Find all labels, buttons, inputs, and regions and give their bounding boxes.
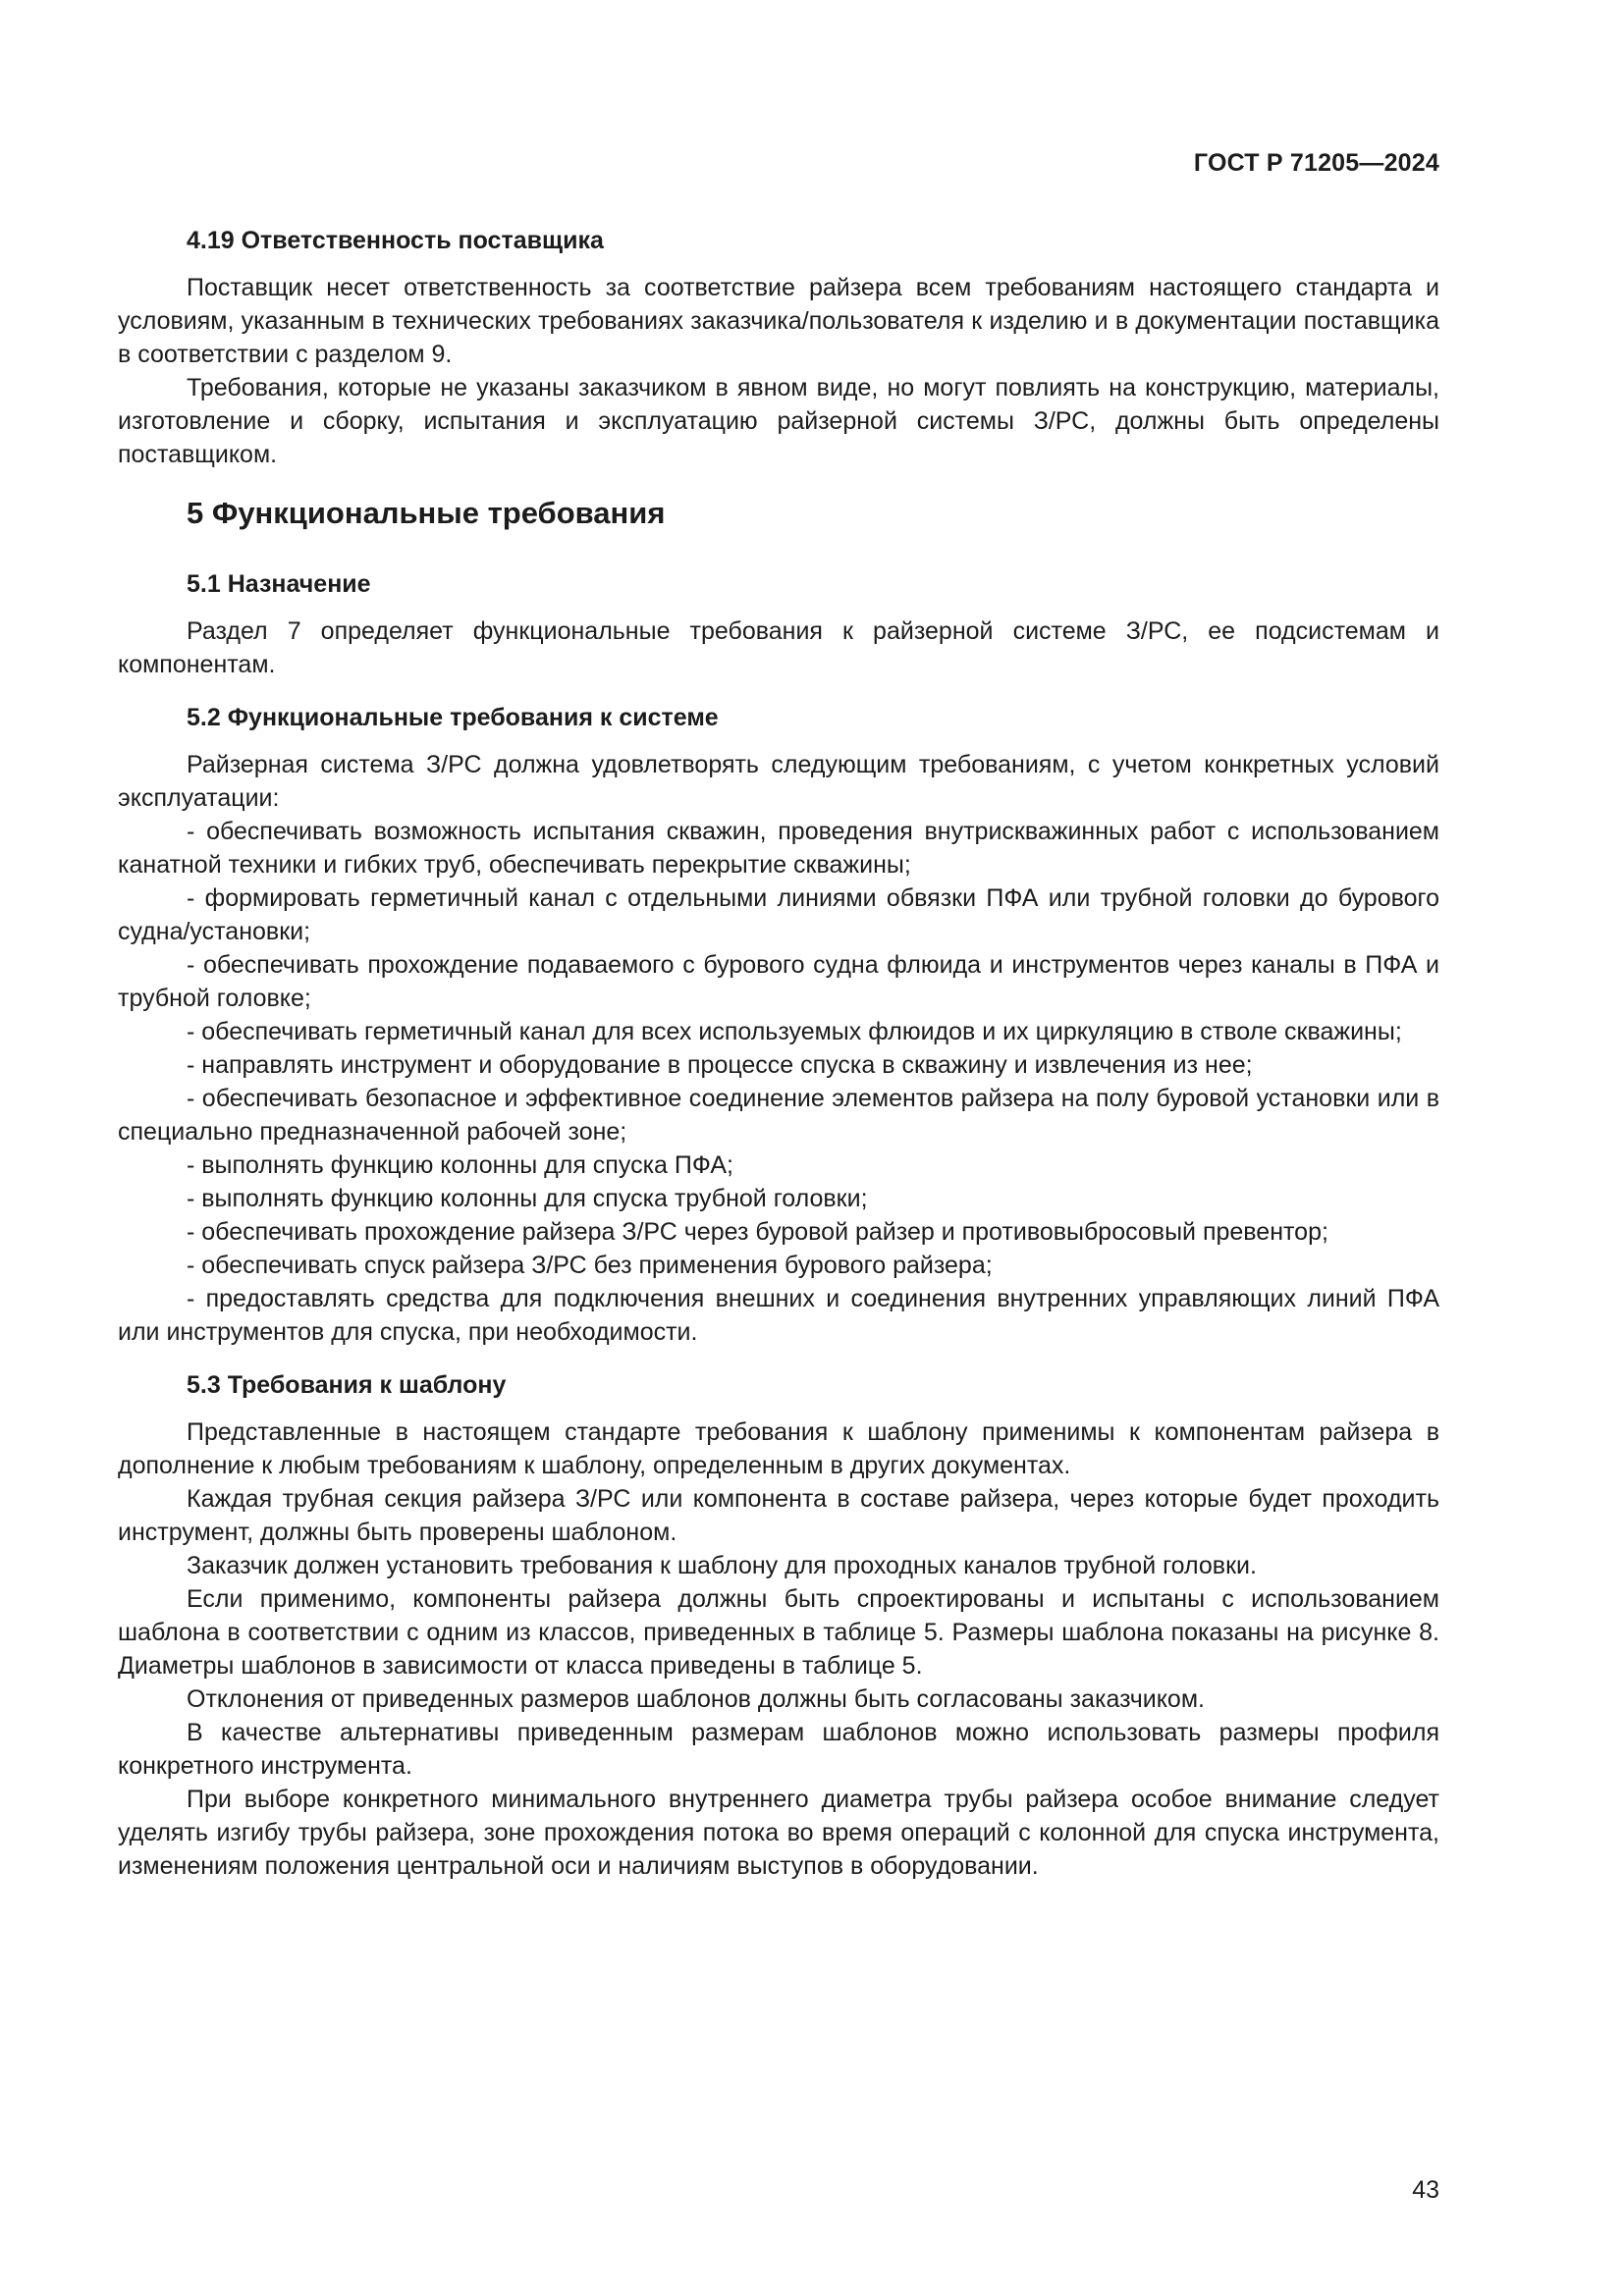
list-item: - обеспечивать безопасное и эффективное соединение элементов райзера на полу буровой установки или в специально предназначенной рабочей зоне; (118, 1085, 1439, 1146)
section-5-title: 5 Функциональные требования (187, 496, 666, 530)
list-item: - предоставлять средства для подключения внешних и соединения внутренних управляющих линий ПФА или инструментов для спуска, при необходимости. (118, 1285, 1439, 1346)
list-item: - формировать герметичный канал с отдельными линиями обвязки ПФА или трубной головки до бурового судна/установки; (118, 884, 1439, 945)
paragraph: Поставщик несет ответственность за соответствие райзера всем требованиям настоящего стандарта и условиям, указанным в технических требованиях заказчика/пользователя к изделию и в документации поставщика в соответствии с разделом 9. (118, 274, 1439, 368)
paragraph: Раздел 7 определяет функциональные требования к райзерной системе З/РС, ее подсистемам и компонентам. (118, 617, 1439, 678)
paragraph: Каждая трубная секция райзера З/РС или компонента в составе райзера, через которые будет проходить инструмент, должны быть проверены шаблоном. (118, 1485, 1439, 1546)
page-number: 43 (1412, 2176, 1439, 2204)
paragraph: Отклонения от приведенных размеров шаблонов должны быть согласованы заказчиком. (187, 1685, 1205, 1713)
paragraph: Представленные в настоящем стандарте требования к шаблону применимы к компонентам райзера в дополнение к любым требованиям к шаблону, определенным в других документах. (118, 1418, 1439, 1479)
list-item: - обеспечивать спуск райзера З/РС без применения бурового райзера; (187, 1252, 993, 1279)
section-4-19-title: 4.19 Ответственность поставщика (187, 227, 604, 254)
list-item: - направлять инструмент и оборудование в процессе спуска в скважину и извлечения из нее; (187, 1051, 1253, 1079)
paragraph: Заказчик должен установить требования к шаблону для проходных каналов трубной головки. (187, 1552, 1257, 1579)
paragraph: При выборе конкретного минимального внутреннего диаметра трубы райзера особое внимание следует уделять изгибу трубы райзера, зоне прохождения потока во время операций с колонной для спуска инструмента, изменениям положения центральной оси и наличиям выступов в оборудовании. (118, 1786, 1439, 1880)
page-content (118, 224, 1439, 1883)
list-item: - обеспечивать прохождение подаваемого с бурового судна флюида и инструментов через каналы в ПФА и трубной головке; (118, 951, 1439, 1012)
list-item: - обеспечивать прохождение райзера З/РС через буровой райзер и противовыбросовый превентор; (187, 1218, 1328, 1246)
section-5-2-title: 5.2 Функциональные требования к системе (187, 704, 719, 731)
list-item: - обеспечивать герметичный канал для всех используемых флюидов и их циркуляцию в стволе скважины; (187, 1018, 1402, 1045)
list-item: - выполнять функцию колонны для спуска трубной головки; (187, 1185, 868, 1212)
list-item: - выполнять функцию колонны для спуска ПФА; (187, 1151, 733, 1179)
document-header-standard-id: ГОСТ Р 71205—2024 (1193, 149, 1439, 177)
list-item: - обеспечивать возможность испытания скважин, проведения внутрискважинных работ с использованием канатной техники и гибких труб, обеспечивать перекрытие скважины; (118, 818, 1439, 879)
paragraph: Требования, которые не указаны заказчиком в явном виде, но могут повлиять на конструкцию, материалы, изготовление и сборку, испытания и эксплуатацию райзерной системы З/РС, должны быть определены поставщиком. (118, 374, 1439, 468)
section-5-3-title: 5.3 Требования к шаблону (187, 1371, 507, 1399)
paragraph: Райзерная система З/РС должна удовлетворять следующим требованиям, с учетом конкретных условий эксплуатации: (118, 751, 1439, 812)
section-5-1-title: 5.1 Назначение (187, 570, 371, 598)
paragraph: Если применимо, компоненты райзера должны быть спроектированы и испытаны с использованием шаблона в соответствии с одним из классов, приведенных в таблице 5. Размеры шаблона показаны на рисунке 8. Диаметры шаблонов в зависимости от класса приведены в таблице 5. (118, 1585, 1439, 1680)
paragraph: В качестве альтернативы приведенным размерам шаблонов можно использовать размеры профиля конкретного инструмента. (118, 1719, 1439, 1780)
